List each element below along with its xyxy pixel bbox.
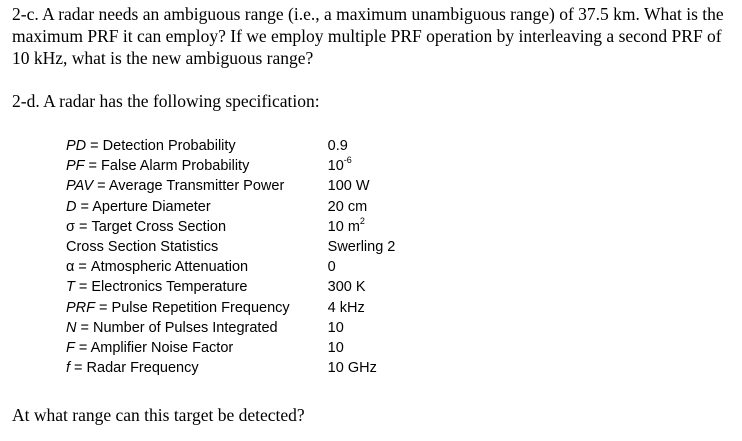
spec-description: = Target Cross Section (74, 218, 227, 235)
spec-symbol: PAV (66, 178, 94, 195)
spec-description: = Detection Probability (86, 138, 236, 154)
spec-value-text: 10 (327, 340, 344, 357)
spec-symbol: F (66, 340, 75, 357)
spec-parameter (66, 176, 290, 196)
spec-description: = Atmospheric Attenuation (74, 259, 249, 276)
spec-value-text: 10 GHz (327, 360, 377, 377)
spec-value-text: 4 kHz (327, 299, 365, 316)
spec-description: = Aperture Diameter (76, 198, 211, 215)
spec-value (290, 338, 396, 358)
spec-value-text: 0 (327, 259, 336, 276)
spec-row (66, 358, 395, 378)
spec-row (66, 257, 395, 277)
spec-symbol: PF (66, 158, 85, 175)
spec-parameter (66, 257, 290, 277)
spec-description: = Amplifier Noise Factor (74, 340, 234, 357)
spec-row (66, 136, 395, 156)
spec-parameter (66, 156, 290, 176)
spec-row (66, 338, 395, 358)
spec-symbol: T (66, 279, 75, 296)
problem-2c (12, 3, 737, 69)
spec-parameter (66, 298, 290, 318)
spec-parameter (66, 217, 290, 237)
spec-symbol: PD (66, 138, 87, 154)
spec-value-exponent: 2 (359, 215, 365, 226)
spec-value (290, 277, 396, 297)
spec-row (66, 298, 395, 318)
spec-value (290, 197, 396, 217)
spec-parameter (66, 277, 290, 297)
spec-description: = Radar Frequency (70, 360, 199, 377)
spec-value-text: 0.9 (327, 138, 348, 154)
problem-2d-number: 2-d. (12, 91, 40, 111)
detection-question: At what range can this target be detected? (12, 405, 305, 425)
spec-row (66, 217, 395, 237)
spec-value (290, 156, 396, 176)
spec-description: = Average Transmitter Power (93, 178, 285, 195)
spec-description: Cross Section Statistics (66, 239, 219, 256)
spec-row (66, 197, 395, 217)
problem-2d-text: A radar has the following specification: (43, 91, 320, 111)
spec-value (290, 257, 396, 277)
spec-symbol: σ (66, 218, 75, 235)
spec-symbol: PRF (66, 299, 95, 316)
spec-value-text: 10 m (327, 218, 360, 235)
spec-symbol: D (66, 198, 77, 215)
spec-description: = Pulse Repetition Frequency (95, 299, 290, 316)
spec-value (290, 318, 396, 338)
spec-parameter (66, 338, 290, 358)
spec-value (290, 176, 396, 196)
spec-parameter (66, 237, 290, 257)
problem-2c-number: 2-c. (12, 4, 39, 24)
specification-table (66, 136, 395, 378)
spec-parameter (66, 358, 290, 378)
spec-row (66, 237, 395, 257)
problem-2c-text: A radar needs an ambiguous range (i.e., a maximum unambiguous range) of 37.5 km. What is the maximum PRF it can employ? If we employ multiple PRF operation by interleaving a second PRF of 10 kHz, what is the new ambiguous range? (12, 4, 724, 68)
spec-row (66, 156, 395, 176)
spec-row (66, 318, 395, 338)
spec-value-text: 20 cm (327, 198, 368, 215)
spec-value-text: 10 (327, 319, 344, 336)
spec-value (290, 217, 396, 237)
spec-symbol: α (66, 259, 75, 276)
spec-row (66, 176, 395, 196)
spec-value (290, 358, 396, 378)
spec-description: = Electronics Temperature (74, 279, 248, 296)
spec-description: = Number of Pulses Integrated (76, 319, 278, 336)
spec-parameter (66, 136, 290, 156)
problem-2d (12, 90, 320, 112)
spec-parameter (66, 197, 290, 217)
spec-parameter (66, 318, 290, 338)
spec-value-text: 100 W (327, 178, 370, 195)
spec-description: = False Alarm Probability (84, 158, 250, 175)
spec-symbol: f (66, 360, 71, 377)
spec-row (66, 277, 395, 297)
spec-value (290, 237, 396, 257)
spec-value (290, 136, 396, 156)
spec-value-text: Swerling 2 (327, 239, 396, 256)
spec-value-exponent: -6 (343, 155, 352, 166)
spec-value-text: 10 (327, 158, 344, 175)
spec-symbol: N (66, 319, 77, 336)
spec-value (290, 298, 396, 318)
spec-value-text: 300 K (327, 279, 366, 296)
